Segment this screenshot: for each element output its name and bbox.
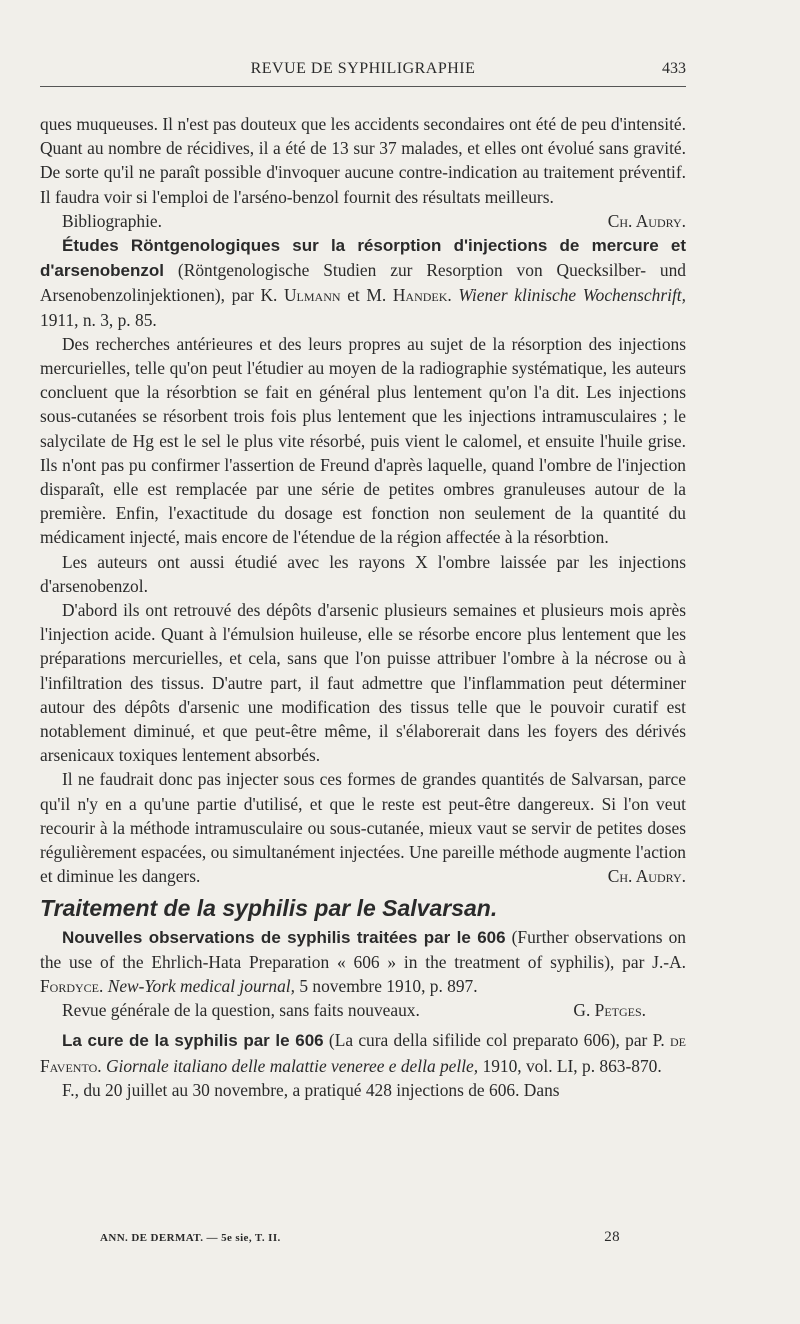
running-header [40, 60, 686, 87]
article-title: Études Röntgenologiques sur la résorption d'injections de mercure et d'arsenobenzol [40, 236, 686, 281]
section-heading: Traitement de la syphilis par le Salvarsan. [40, 894, 498, 921]
article-reference [40, 1028, 686, 1077]
paragraph: F., du 20 juillet au 30 novembre, a pratiqué 428 injections de 606. Dans [62, 1079, 560, 1100]
article-reference [40, 925, 686, 999]
article-ref-details: 1910, vol. LI, p. 863-870. [482, 1055, 662, 1076]
bibliography-label: Bibliographie. [62, 210, 162, 231]
journal-name: Giornale italiano delle malattie veneree e della pelle, [105, 1055, 479, 1076]
signature: Ch. Audry. [607, 210, 686, 231]
journal-title: REVUE DE SYPHILIGRAPHIE [250, 60, 476, 77]
paragraph-continued: ques muqueuses. Il n'est pas douteux que les accidents secondaires ont été de peu d'intensité. Quant au nombre de récidives, il a été de 13 sur 37 malades, et elles ont évolué sans gravité. De sorte qu'il ne paraît possible d'invoquer aucune contre-indication au traitement préventif. Il faudra voir si l'emploi de l'arséno-benzol fournit des résultats meilleurs. [40, 114, 686, 207]
author-name: Fordyce. [40, 975, 104, 996]
paragraph: Les auteurs ont aussi étudié avec les rayons X l'ombre laissée par les injections d'arsenobenzol. [40, 551, 686, 596]
article-ref-details: 5 novembre 1910, p. 897. [299, 975, 478, 996]
article-title: La cure de la syphilis par le 606 [62, 1031, 324, 1051]
article-ref-text: (Röntgenologische Studien zur Resorption von Quecksilber- und Arsenobenzolinjektionen), par [40, 260, 686, 306]
article-ref-text: (La cura della sifilide col preparato 606), par P. [328, 1030, 665, 1051]
paragraph-text: Revue générale de la question, sans faits nouveaux. [62, 1000, 420, 1021]
author-name: M. Handek. [366, 285, 452, 306]
paragraph-text: Il ne faudrait donc pas injecter sous ces formes de grandes quantités de Salvarsan, parce qu'il n'y en a qu'une partie d'utilisé, et que le reste est peut-être dangereux. Si l'on veut recourir à la méthode intramusculaire ou sous-cutanée, mieux vaut se servir de petites doses régulièrement espacées, ou simultanément injectées. Une pareille méthode augmente l'action et diminue les dangers. [40, 769, 686, 887]
article-reference [40, 233, 686, 332]
page-number: 433 [662, 60, 686, 77]
journal-name: New-York medical journal, [107, 975, 295, 996]
main-text [40, 112, 686, 1102]
article-title: Nouvelles observations de syphilis traitées par le 606 [62, 927, 506, 947]
bibliography-line [40, 209, 686, 233]
footer-signature-mark: ANN. DE DERMAT. — 5e sie, T. II. [100, 1232, 281, 1244]
journal-name: Wiener klinische Wochenschrift, [458, 285, 686, 306]
author-name: K. Ulmann [260, 285, 341, 306]
article-ref-details: 1911, n. 3, p. 85. [40, 309, 157, 330]
conjunction: et [347, 285, 360, 306]
paragraph [40, 998, 686, 1022]
paragraph: D'abord ils ont retrouvé des dépôts d'arsenic plusieurs semaines et plusieurs mois après l'injection acide. Quant à l'émulsion huileuse, elle se résorbe encore plus lentement que les préparations mercurielles, et cela, sans que l'on puisse attribuer l'ombre à la nécrose ou à l'infiltration des tissus. D'autre part, il faut admettre que l'inflammation peut déterminer autour des dépôts d'arsenic une modification des tissus telle que le pouvoir curatif est notablement diminué, et que peut-être même, il s'élaborerait dans les foyers des dérivés arsenicaux toxiques lentement absorbés. [40, 600, 686, 766]
paragraph: Des recherches antérieures et des leurs propres au sujet de la résorption des injections mercurielles, telle qu'on peut l'étudier au moyen de la radiographie systématique, les auteurs concluent que la résorbtion se fait en général plus lentement qu'on l'a dit. Les injections sous-cutanées se résorbent trois fois plus lentement que les injections intramusculaires ; le salycilate de Hg est le sel le plus vite résorbé, puis vient le calomel, et ensuite l'huile grise. Ils n'ont pas pu confirmer l'assertion de Freund d'après laquelle, quand l'ombre de l'injection disparaît, elle est remplacée par une série de petites ombres granuleuses autour de la première. Enfin, l'exactitude du dosage est fonction non seulement de la quantité du médicament injecté, mais encore de l'étendue de la région affectée à la résorbtion. [40, 333, 686, 548]
article-ref-text: (Further observations on the use of the Ehrlich-Hata Preparation « 606 » in the treatment of syphilis), par J.-A. [40, 926, 686, 972]
author-name: de Favento. [40, 1030, 686, 1076]
paragraph [40, 767, 686, 888]
signature: Ch. Audry. [607, 866, 686, 887]
signature: G. Petges. [573, 1000, 646, 1021]
signature-number: 28 [604, 1229, 620, 1245]
page-footer [100, 1229, 620, 1245]
